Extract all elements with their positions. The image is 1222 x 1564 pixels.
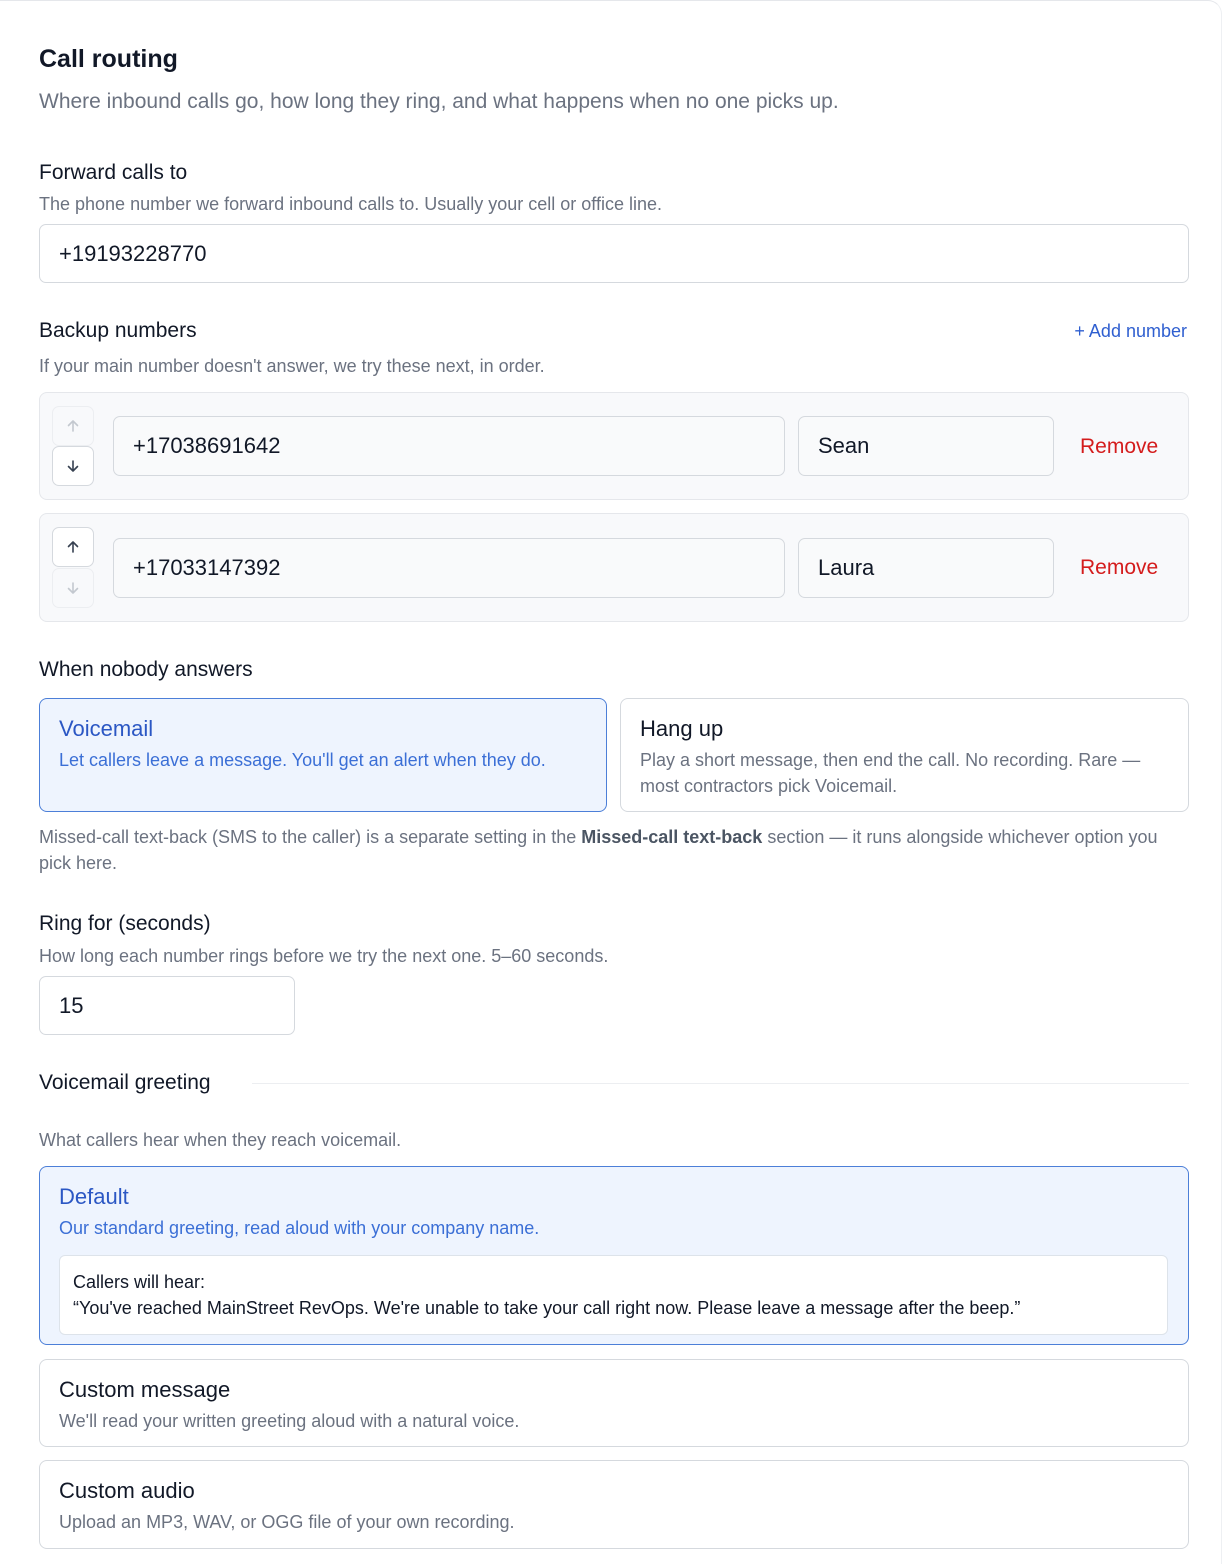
no-answer-label: When nobody answers — [39, 658, 253, 681]
hang-up-option[interactable] — [620, 698, 1189, 812]
section-divider — [252, 1083, 1189, 1084]
backup-name-value: Sean — [818, 433, 870, 458]
preview-text: “You've reached MainStreet RevOps. We're unable to take your call right now. Please leave a message after the beep.” — [73, 1298, 1021, 1318]
backup-number-input[interactable] — [113, 538, 785, 598]
arrow-up-icon — [65, 418, 81, 434]
move-down-button[interactable] — [52, 568, 94, 608]
greeting-help: What callers hear when they reach voicemail. — [39, 1130, 402, 1150]
option-description: Play a short message, then end the call. No recording. Rare — most contractors pick Voicemail. — [640, 750, 1141, 796]
backup-row — [39, 513, 1189, 622]
remove-button[interactable]: Remove — [1080, 435, 1159, 458]
missed-call-note — [39, 824, 1194, 876]
backup-number-value: +17033147392 — [133, 555, 281, 580]
custom-message-option[interactable] — [39, 1359, 1189, 1447]
add-number-link[interactable]: + Add number — [1074, 321, 1187, 341]
option-description: We'll read your written greeting aloud with a natural voice. — [59, 1411, 520, 1431]
page-title: Call routing — [39, 45, 178, 73]
greeting-label: Voicemail greeting — [39, 1071, 211, 1094]
greeting-preview — [59, 1255, 1168, 1335]
backup-name-input[interactable] — [798, 416, 1054, 476]
backup-number-value: +17038691642 — [133, 433, 281, 458]
custom-audio-option[interactable] — [39, 1460, 1189, 1549]
voicemail-option[interactable] — [39, 698, 607, 812]
note-prefix: Missed-call text-back (SMS to the caller) is a separate setting in the — [39, 827, 582, 847]
preview-label: Callers will hear: — [73, 1272, 206, 1292]
move-down-button[interactable] — [52, 446, 94, 486]
remove-button[interactable]: Remove — [1080, 556, 1159, 579]
forward-number-value: +19193228770 — [59, 240, 207, 266]
option-description: Our standard greeting, read aloud with your company name. — [59, 1218, 540, 1238]
ring-seconds-input[interactable] — [39, 976, 295, 1035]
arrow-down-icon — [65, 580, 81, 596]
ring-seconds-value: 15 — [59, 992, 84, 1018]
default-greeting-option[interactable] — [39, 1166, 1189, 1345]
page-subtitle: Where inbound calls go, how long they ring, and what happens when no one picks up. — [39, 90, 839, 113]
move-up-button[interactable] — [52, 527, 94, 567]
note-section-link: Missed-call text-back — [581, 827, 763, 847]
option-description: Upload an MP3, WAV, or OGG file of your own recording. — [59, 1512, 515, 1532]
arrow-up-icon — [65, 539, 81, 555]
note-suffix: section — it runs alongside whichever option you pick here. — [39, 827, 1158, 873]
ring-help: How long each number rings before we try the next one. 5–60 seconds. — [39, 946, 609, 966]
move-up-button[interactable] — [52, 406, 94, 446]
option-title: Voicemail — [59, 716, 154, 741]
option-title: Custom message — [59, 1377, 231, 1402]
backup-help: If your main number doesn't answer, we try these next, in order. — [39, 356, 545, 376]
backup-number-input[interactable] — [113, 416, 785, 476]
backup-label: Backup numbers — [39, 319, 197, 342]
backup-name-value: Laura — [818, 555, 875, 580]
forward-label: Forward calls to — [39, 161, 188, 184]
backup-row — [39, 392, 1189, 500]
option-title: Hang up — [640, 716, 724, 741]
option-title: Default — [59, 1184, 129, 1209]
forward-help: The phone number we forward inbound calls to. Usually your cell or office line. — [39, 194, 662, 214]
option-title: Custom audio — [59, 1478, 195, 1503]
forward-number-input[interactable] — [39, 224, 1189, 283]
arrow-down-icon — [65, 458, 81, 474]
ring-label: Ring for (seconds) — [39, 912, 211, 935]
backup-name-input[interactable] — [798, 538, 1054, 598]
option-description: Let callers leave a message. You'll get an alert when they do. — [59, 750, 546, 770]
